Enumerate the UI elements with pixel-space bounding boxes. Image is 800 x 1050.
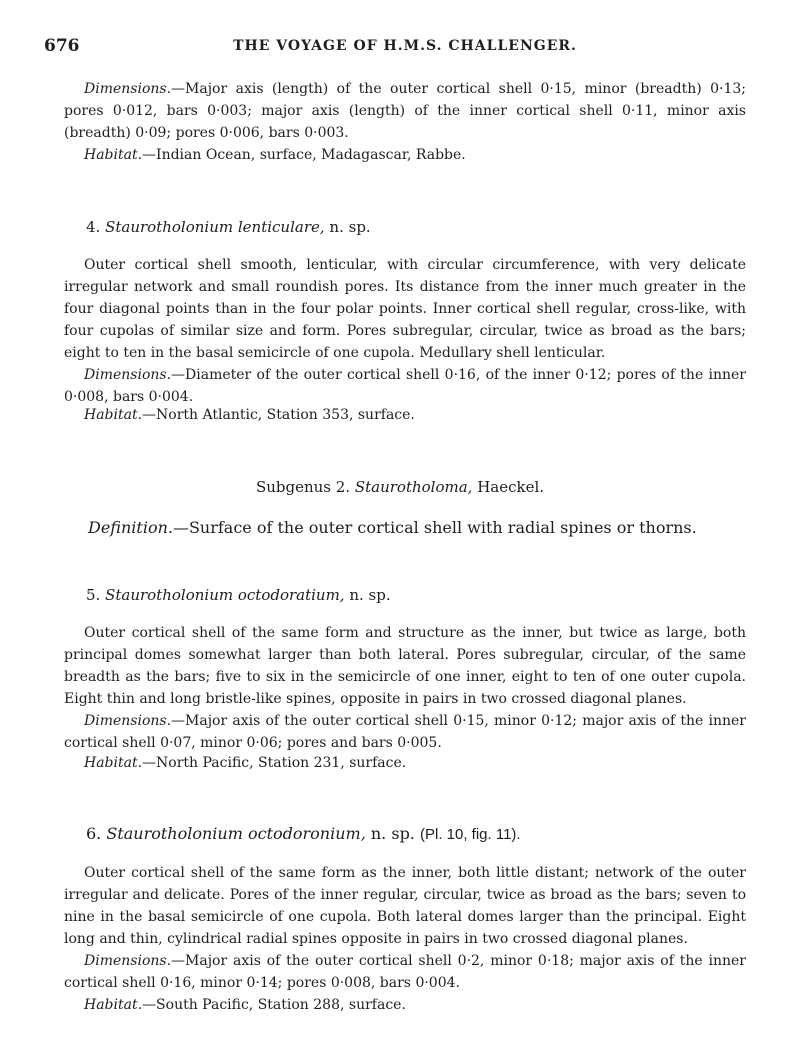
document-page: 676 THE VOYAGE OF H.M.S. CHALLENGER. Dimensions.—Major axis (length) of the outer cortical shell 0·15, minor (breadth) 0·13; pores 0·012, bars 0·003; major axis (length) of the inner cortical shell 0·11, minor axis (breadth) 0·09; pores 0·006, bars 0·003. Habitat.—Indian Ocean, surface, Madagascar, Rabbe. 4. Staurotholonium lenticulare, n. sp. Outer cortical shell smooth, lenticular, with circular circumference, with very delicate irregular network and small roundish pores. Its distance from the inner much greater in the four diagonal points than in the four polar points. Inner cortical shell regular, cross-like, with four cupolas of similar size and form. Pores subregular, circular, twice as broad as the bars; eight to ten in the basal semicircle of one cupola. Medullary shell lenticular. Dimensions.—Diameter of the outer cortical shell 0·16, of the inner 0·12; pores of the inner 0·008, bars 0·004. Habitat.—North Atlantic, Station 353, surface. Subgenus 2. Staurotholoma, Haeckel. Definition.—Surface of the outer cortical shell with radial spines or thorns. 5. Staurotholonium octodoratium, n. sp. Outer cortical shell of the same form and structure as the inner, but twice as large, both principal domes somewhat larger than both lateral. Pores subregular, circular, of the same breadth as the bars; five to six in the semicircle of one inner, eight to ten of one outer cupola. Eight thin and long bristle-like spines, opposite in pairs in two crossed diagonal planes. Dimensions.—Major axis of the outer cortical shell 0·15, minor 0·12; major axis of the inner cortical shell 0·07, minor 0·06; pores and bars 0·005. Habitat.—North Pacific, Station 231, surface. 6. Staurotholonium octodoronium, n. sp. (Pl. 10, fig. 11). Outer cortical shell of the same form as the inner, both little distant; network of the outer irregular and delicate. Pores of the inner regular, circular, twice as broad as the bars; seven to nine in the basal semicircle of one cupola. Both lateral domes larger than the principal. Eight long and thin, cylindrical radial spines opposite in pairs in two crossed diagonal planes. Dimensions.—Major axis of the outer cortical shell 0·2, minor 0·18; major axis of the inner cortical shell 0·16, minor 0·14; pores 0·008, bars 0·004. Habitat.—South Pacific, Station 288, surface.: [0, 0, 800, 1050]
page-number: 676: [44, 36, 80, 56]
habitat-label: Habitat.: [84, 755, 143, 771]
definition-line: [88, 518, 748, 537]
habitat-label: Habitat.: [84, 407, 143, 423]
habitat-text: —North Atlantic, Station 353, surface.: [142, 407, 415, 423]
dimensions-text: —Major axis (length) of the outer cortical shell 0·15, minor (breadth) 0·13; pores 0·012, bars 0·003; major axis (length) of the inner cortical shell 0·11, minor axis (breadth) 0·09; pores 0·006, bars 0·003.: [64, 81, 746, 141]
habitat-text: —North Pacific, Station 231, surface.: [142, 755, 407, 771]
dimensions-label: Dimensions.: [84, 713, 172, 729]
species-name: Staurotholonium octodoronium,: [106, 824, 366, 843]
dimensions-text: —Major axis of the outer cortical shell 0·2, minor 0·18; major axis of the inner cortical shell 0·16, minor 0·14; pores 0·008, bars 0·004.: [64, 953, 746, 991]
dimensions-text: —Diameter of the outer cortical shell 0·16, of the inner 0·12; pores of the inner 0·008, bars 0·004.: [64, 367, 746, 405]
dimensions-label: Dimensions.: [84, 367, 172, 383]
species-heading-4: 4. Staurotholonium lenticulare, n. sp.: [86, 218, 371, 236]
habitat-label: Habitat.: [84, 147, 143, 163]
dimensions-label: Dimensions.: [84, 953, 172, 969]
dimensions-label: Dimensions.: [84, 81, 172, 97]
habitat-text: —South Pacific, Station 288, surface.: [142, 997, 406, 1013]
running-title: THE VOYAGE OF H.M.S. CHALLENGER.: [233, 38, 577, 54]
definition-label: Definition.: [88, 518, 173, 537]
page-header: [44, 36, 766, 62]
definition-text: —Surface of the outer cortical shell with radial spines or thorns.: [172, 518, 697, 537]
subgenus-heading: Subgenus 2. Staurotholoma, Haeckel.: [255, 478, 545, 496]
species-name: Staurotholonium octodoratium,: [105, 586, 345, 604]
species-heading-5: 5. Staurotholonium octodoratium, n. sp.: [86, 586, 391, 604]
dimensions-text: —Major axis of the outer cortical shell 0·15, minor 0·12; major axis of the inner cortical shell 0·07, minor 0·06; pores and bars 0·005.: [64, 713, 746, 751]
plate-reference: (Pl. 10, fig. 11).: [419, 826, 521, 843]
habitat-label: Habitat.: [84, 997, 143, 1013]
species-name: Staurotholonium lenticulare,: [105, 218, 325, 236]
habitat-text: —Indian Ocean, surface, Madagascar, Rabbe.: [142, 147, 466, 163]
species-heading-6: 6. Staurotholonium octodoronium, n. sp. (Pl. 10, fig. 11).: [86, 824, 521, 843]
